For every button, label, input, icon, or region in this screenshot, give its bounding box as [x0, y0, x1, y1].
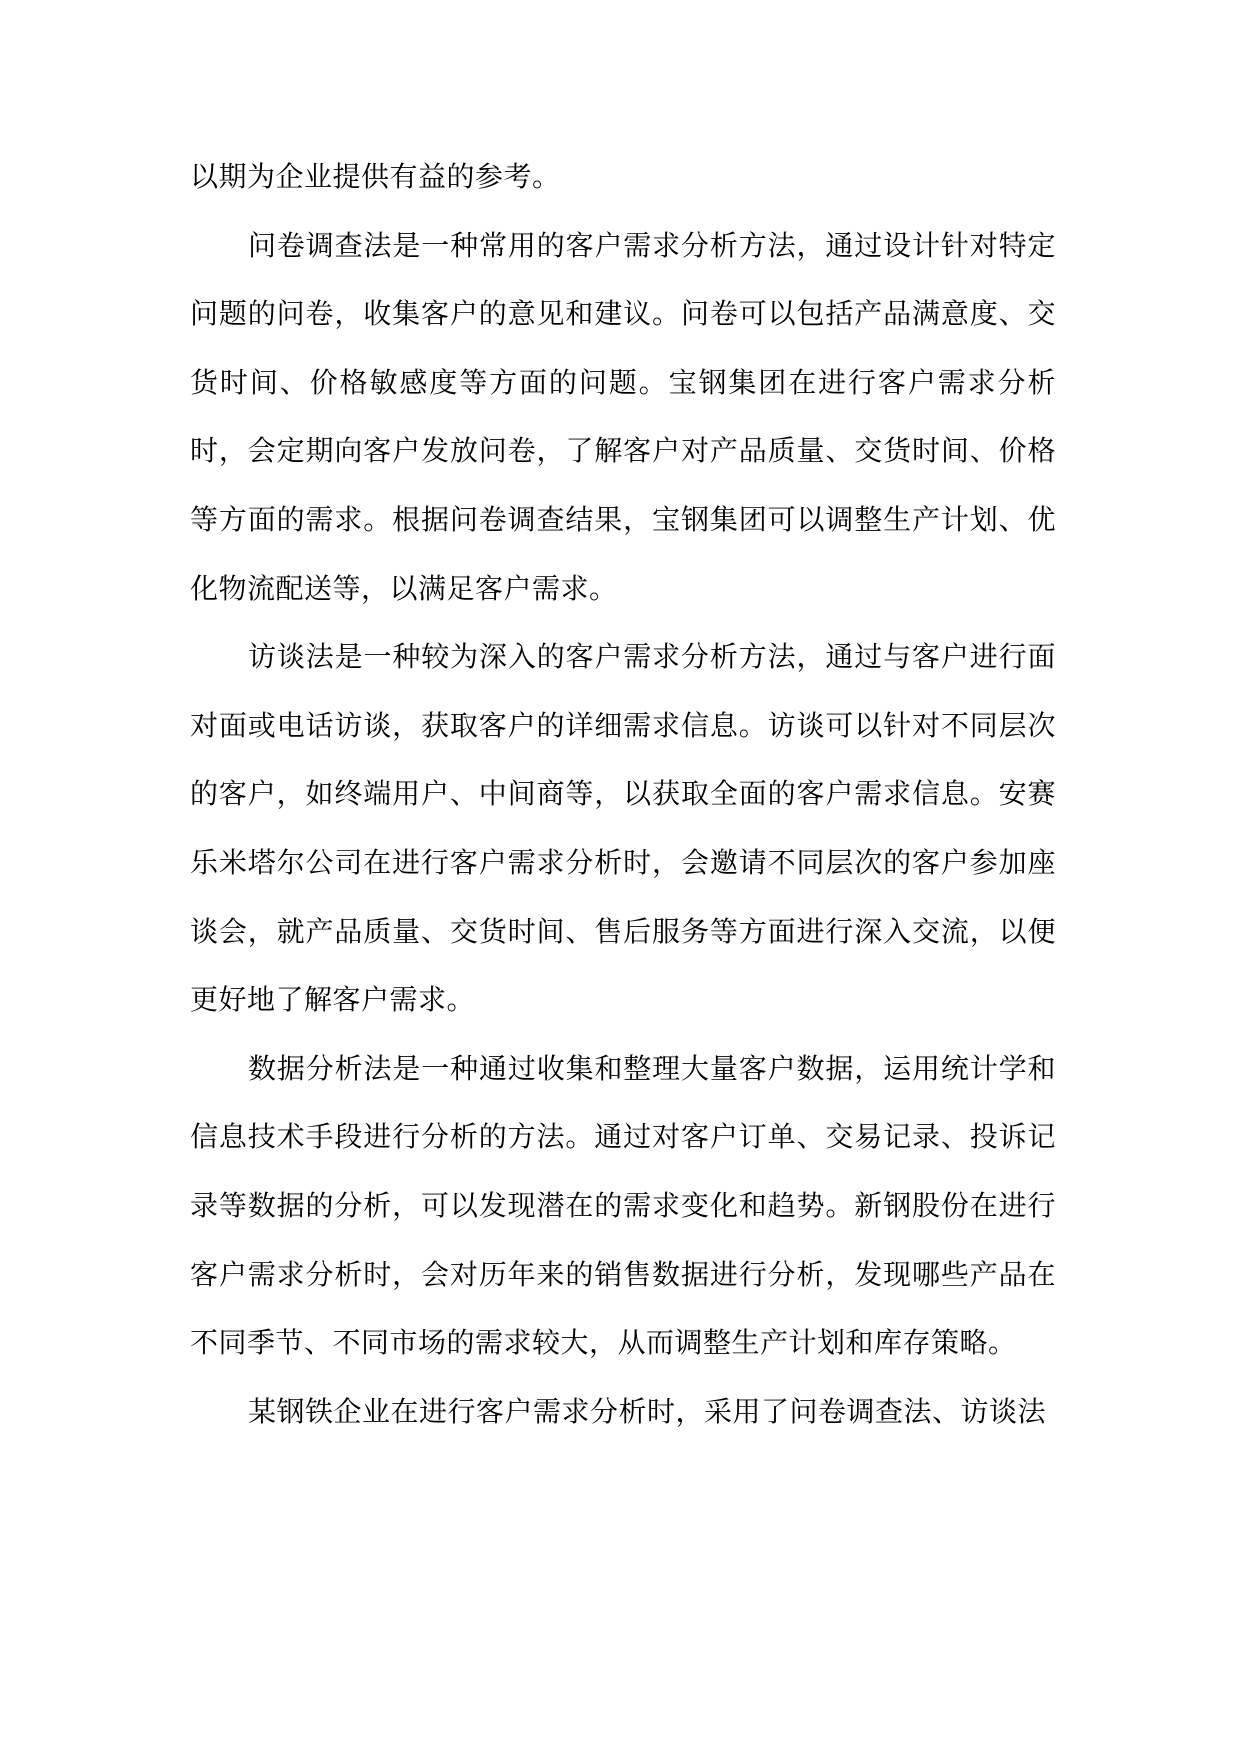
paragraph-interview-method: 访谈法是一种较为深入的客户需求分析方法，通过与客户进行面对面或电话访谈，获取客户的详细需求信息。访谈可以针对不同层次的客户，如终端用户、中间商等，以获取全面的客户需求信息。安赛乐米塔尔公司在进行客户需求分析时，会邀请不同层次的客户参加座谈会，就产品质量、交货时间、售后服务等方面进行深入交流，以便更好地了解客户需求。 — [190, 640, 1056, 1017]
paragraph-case-example: 某钢铁企业在进行客户需求分析时，采用了问卷调查法、访谈法 — [248, 1394, 1047, 1428]
paragraph-data-analysis-method: 数据分析法是一种通过收集和整理大量客户数据，运用统计学和信息技术手段进行分析的方法。通过对客户订单、交易记录、投诉记录等数据的分析，可以发现潜在的需求变化和趋势。新钢股份在进行客户需求分析时，会对历年来的销售数据进行分析，发现哪些产品在不同季节、不同市场的需求较大，从而调整生产计划和库存策略。 — [190, 1051, 1056, 1360]
paragraph-questionnaire-method: 问卷调查法是一种常用的客户需求分析方法，通过设计针对特定问题的问卷，收集客户的意见和建议。问卷可以包括产品满意度、交货时间、价格敏感度等方面的问题。宝钢集团在进行客户需求分析时，会定期向客户发放问卷，了解客户对产品质量、交货时间、价格等方面的需求。根据问卷调查结果，宝钢集团可以调整生产计划、优化物流配送等，以满足客户需求。 — [190, 228, 1056, 605]
document-body — [190, 143, 1056, 1446]
paragraph-continuation: 以期为企业提供有益的参考。 — [190, 160, 561, 193]
